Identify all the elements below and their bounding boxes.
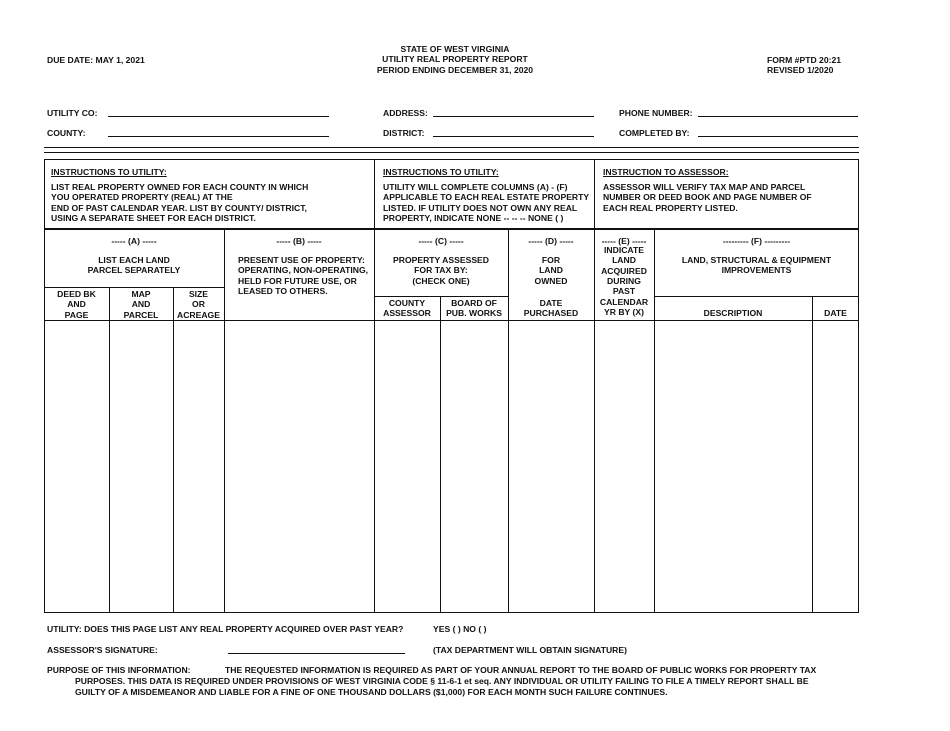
purpose-label: PURPOSE OF THIS INFORMATION: (47, 665, 191, 675)
column-date: DATE (824, 308, 847, 318)
acquired-question: UTILITY: DOES THIS PAGE LIST ANY REAL PROPERTY ACQUIRED OVER PAST YEAR? (47, 624, 404, 634)
column-divider (508, 229, 509, 613)
column-b-text: PRESENT USE OF PROPERTY: OPERATING, NON-OPERATING, HELD FOR FUTURE USE, OR LEASED TO OTHERS. (238, 255, 369, 296)
column-f-header: --------- (F) --------- (722, 236, 791, 246)
column-deed-book: DEED BK AND PAGE (57, 289, 96, 320)
column-divider (654, 229, 655, 613)
phone-label: PHONE NUMBER: (619, 108, 693, 118)
instructions-assessor-title: INSTRUCTION TO ASSESSOR: (603, 167, 729, 177)
address-label: ADDRESS: (383, 108, 428, 118)
instructions-utility-columns-text: UTILITY WILL COMPLETE COLUMNS (A) - (F) APPLICABLE TO EACH REAL ESTATE PROPERTY LISTED. IF UTILITY DOES NOT OWN ANY REAL PROPERTY, INDICATE NONE -- -- -- NONE ( ) (383, 182, 590, 223)
column-divider (173, 287, 174, 613)
purpose-text-line-3: GUILTY OF A MISDEMEANOR AND LIABLE FOR A FINE OF ONE THOUSAND DOLLARS ($1,000) FOR EACH MONTH SUCH FAILURE CONTINUES. (75, 687, 668, 697)
instructions-assessor-text: ASSESSOR WILL VERIFY TAX MAP AND PARCEL NUMBER OR DEED BOOK AND PAGE NUMBER OF EACH REAL PROPERTY LISTED. (603, 182, 812, 213)
column-f-subheader: LAND, STRUCTURAL & EQUIPMENT IMPROVEMENTS (681, 255, 832, 276)
instructions-divider (594, 159, 595, 229)
column-board-pub-works: BOARD OF PUB. WORKS (446, 298, 502, 319)
phone-field[interactable] (698, 116, 858, 117)
tax-department-note: (TAX DEPARTMENT WILL OBTAIN SIGNATURE) (433, 645, 627, 655)
column-d-subheader: FOR LAND OWNED (534, 255, 568, 286)
form-header (355, 44, 555, 75)
instructions-utility-columns-title: INSTRUCTIONS TO UTILITY: (383, 167, 499, 177)
divider-rule (44, 152, 859, 153)
revised-date: REVISED 1/2020 (767, 65, 834, 76)
address-field[interactable] (433, 116, 594, 117)
column-date-purchased: DATE PURCHASED (523, 298, 579, 319)
table-header-rule (44, 320, 859, 321)
completed-by-field[interactable] (698, 136, 858, 137)
column-county-assessor: COUNTY ASSESSOR (383, 298, 431, 319)
column-divider (374, 229, 375, 613)
column-divider (440, 296, 441, 613)
column-a-subheader: LIST EACH LAND PARCEL SEPARATELY (87, 255, 181, 276)
column-d-header: ----- (D) ----- (528, 236, 574, 246)
utility-co-label: UTILITY CO: (47, 108, 98, 118)
district-label: DISTRICT: (383, 128, 425, 138)
due-date: DUE DATE: MAY 1, 2021 (47, 55, 145, 65)
instructions-utility-text: LIST REAL PROPERTY OWNED FOR EACH COUNTY IN WHICH YOU OPERATED PROPERTY (REAL) AT THE END OF PAST CALENDAR YEAR. LIST BY COUNTY/ DISTRICT, USING A SEPARATE SHEET FOR EACH DISTRICT. (51, 182, 309, 223)
county-field[interactable] (108, 136, 329, 137)
utility-co-field[interactable] (108, 116, 329, 117)
column-map-parcel: MAP AND PARCEL (123, 289, 159, 320)
column-c-subheader: PROPERTY ASSESSED FOR TAX BY: (CHECK ONE) (393, 255, 489, 286)
column-e-header: ----- (E) ----- (601, 236, 647, 246)
subheader-rule (654, 296, 859, 297)
subheader-rule (44, 287, 224, 288)
column-size-acreage: SIZE OR ACREAGE (177, 289, 220, 320)
column-divider (109, 287, 110, 613)
column-description: DESCRIPTION (703, 308, 763, 318)
assessor-signature-field[interactable] (228, 653, 405, 654)
period-title: PERIOD ENDING DECEMBER 31, 2020 (376, 64, 534, 75)
instructions-divider (374, 159, 375, 229)
form-number-block (767, 55, 841, 76)
assessor-signature-label: ASSESSOR'S SIGNATURE: (47, 645, 158, 655)
column-e-text: INDICATE LAND ACQUIRED DURING PAST CALENDAR YR BY (X) (599, 245, 649, 317)
column-c-header: ----- (C) ----- (418, 236, 464, 246)
column-divider (224, 229, 225, 613)
instructions-utility-title: INSTRUCTIONS TO UTILITY: (51, 167, 167, 177)
column-divider (812, 296, 813, 613)
purpose-text-line-2: PURPOSES. THIS DATA IS REQUIRED UNDER PROVISIONS OF WEST VIRGINIA CODE § 11-6-1 et seq. ANY INDIVIDUAL OR UTILITY FAILING TO FILE A TIMELY REPORT SHALL BE (75, 676, 809, 686)
report-title: UTILITY REAL PROPERTY REPORT (382, 54, 528, 65)
county-label: COUNTY: (47, 128, 86, 138)
column-b-header: ----- (B) ----- (276, 236, 322, 246)
completed-by-label: COMPLETED BY: (619, 128, 690, 138)
purpose-text-line-1: THE REQUESTED INFORMATION IS REQUIRED AS PART OF YOUR ANNUAL REPORT TO THE BOARD OF PUBLIC WORKS FOR PROPERTY TAX (225, 665, 817, 675)
divider-rule (44, 147, 859, 148)
yes-no-checkbox[interactable]: YES ( ) NO ( ) (433, 624, 487, 634)
form-number: FORM #PTD 20:21 (767, 55, 842, 65)
district-field[interactable] (433, 136, 594, 137)
column-a-header: ----- (A) ----- (111, 236, 157, 246)
state-title: STATE OF WEST VIRGINIA (400, 44, 510, 54)
subheader-rule (374, 296, 508, 297)
